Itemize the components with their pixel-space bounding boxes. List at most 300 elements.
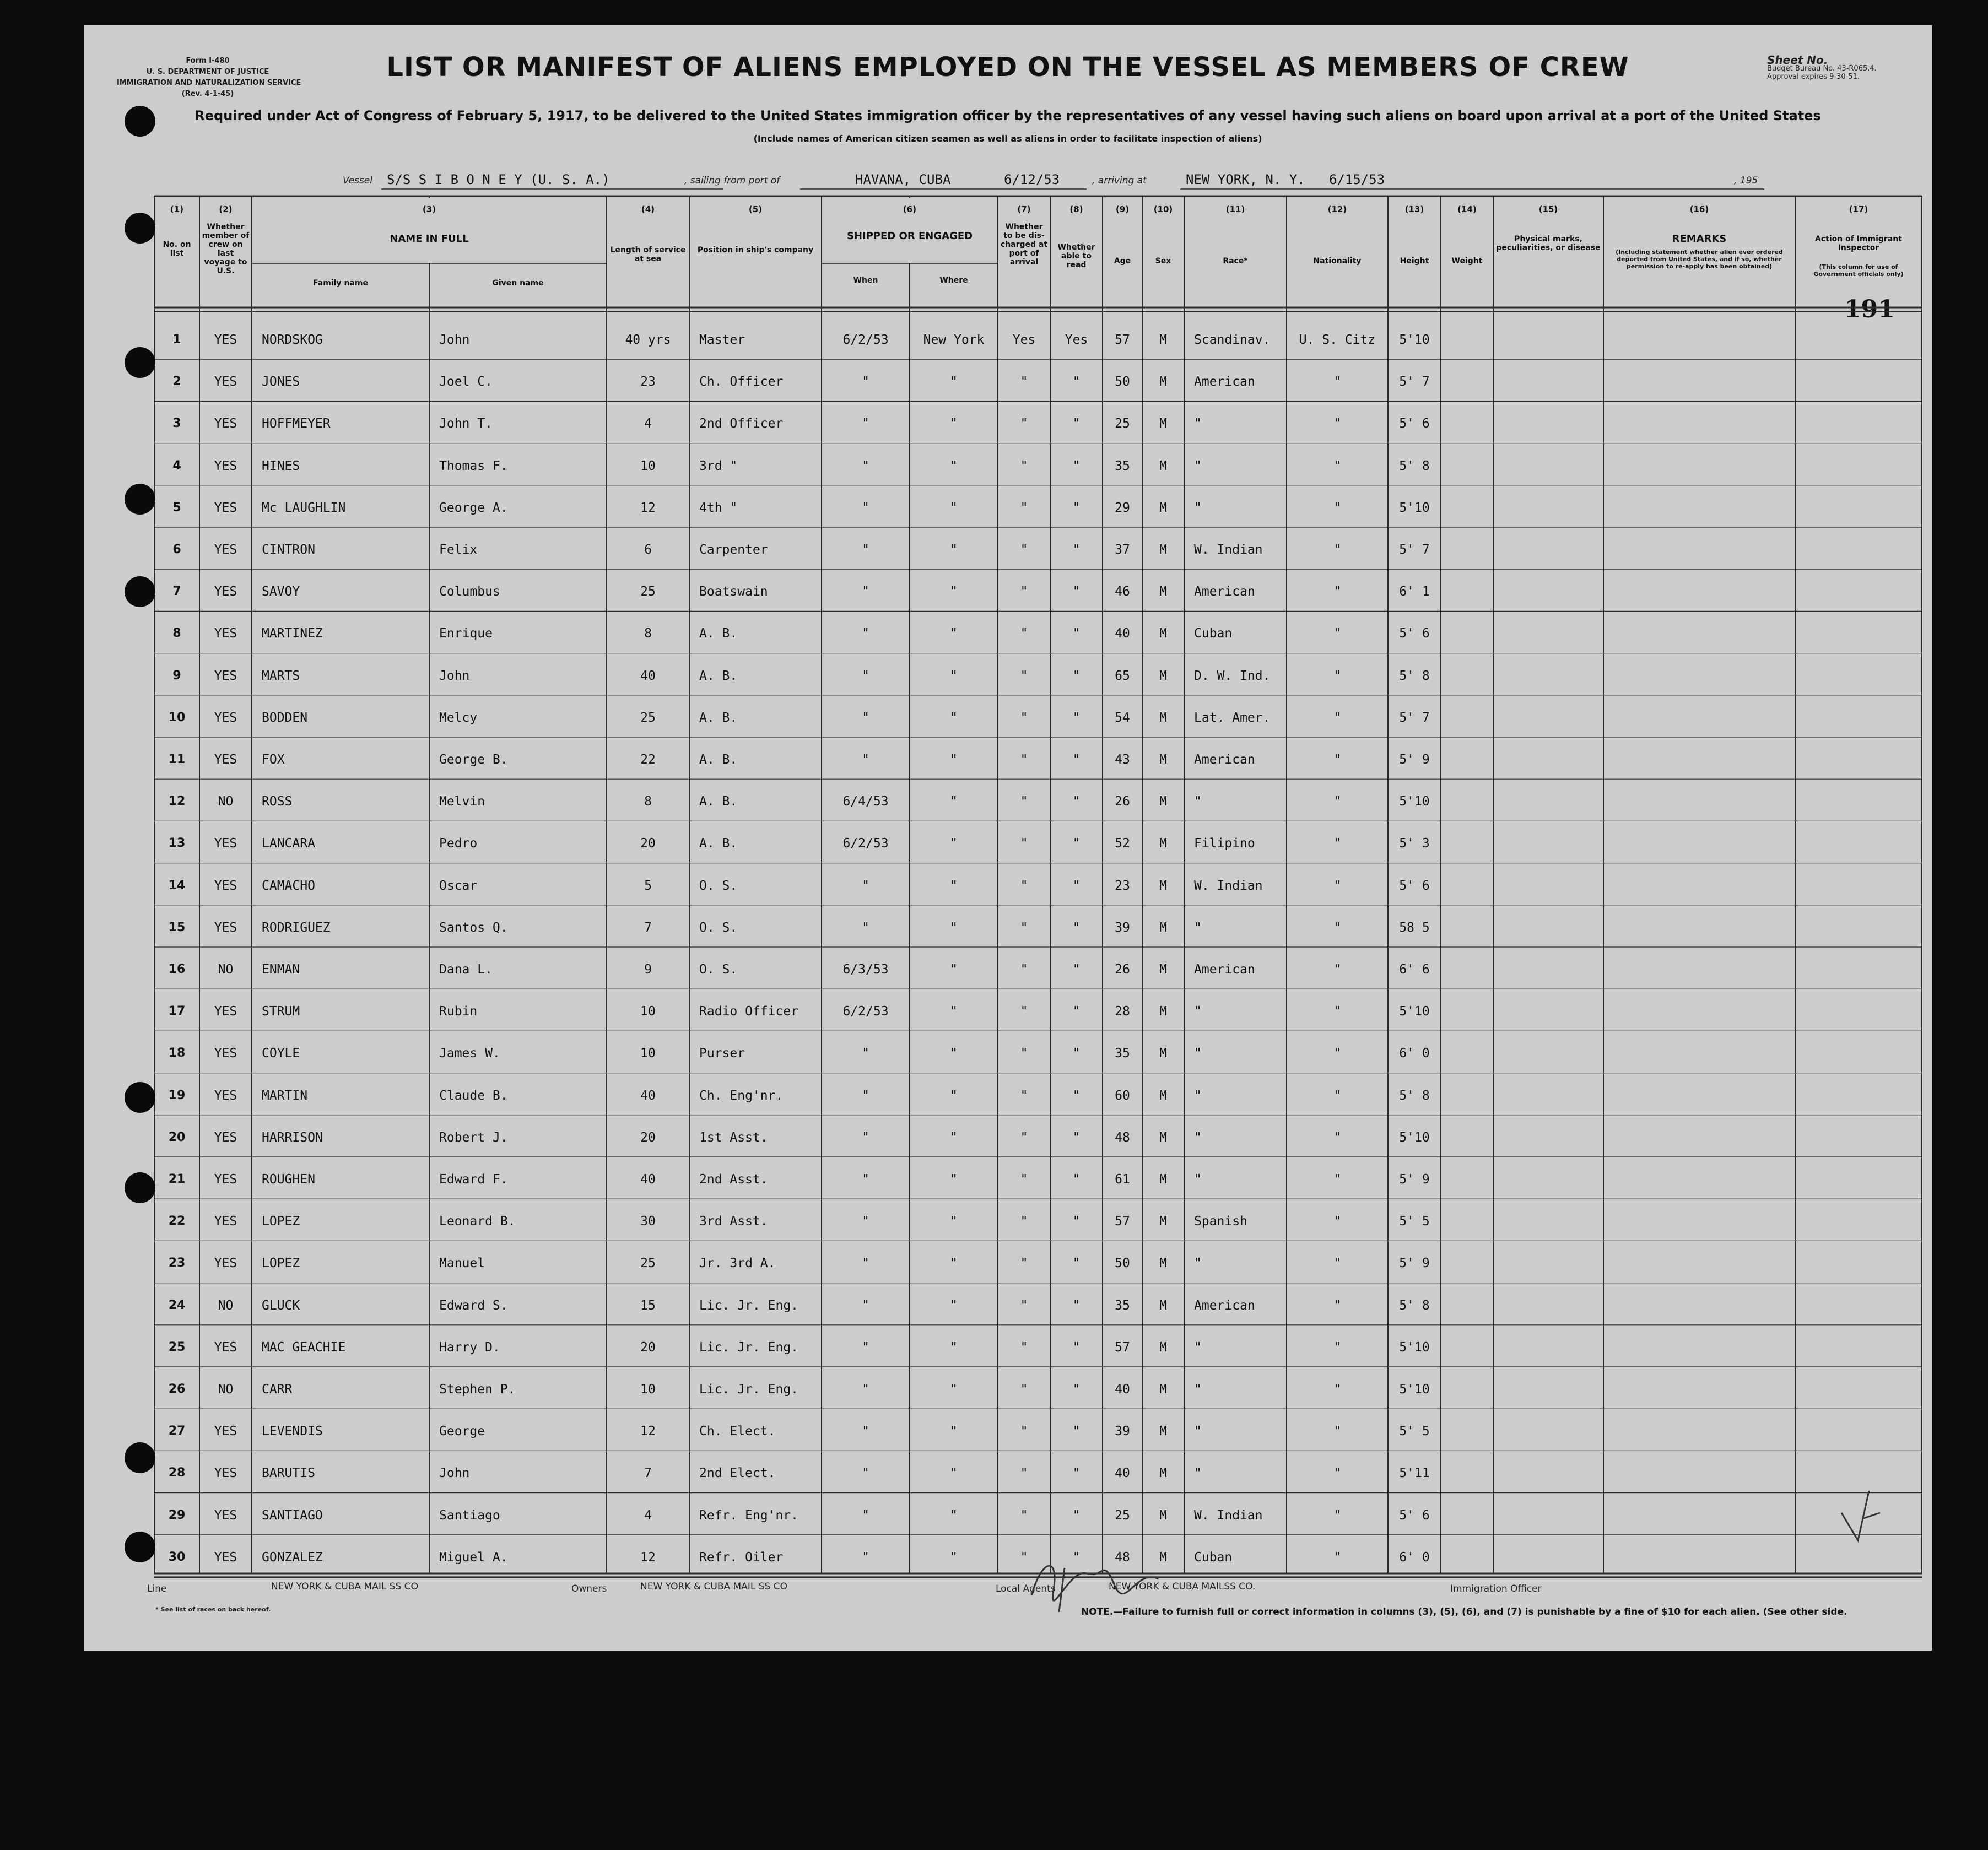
row-5-position: 4th " — [699, 500, 738, 515]
row-4-discharged: " — [1020, 458, 1028, 473]
row-9-no: 9 — [172, 668, 181, 683]
row-21-no: 21 — [168, 1172, 186, 1186]
row-5-read: " — [1072, 500, 1081, 515]
row-17-age: 28 — [1115, 1004, 1130, 1019]
row-1-sex: M — [1159, 333, 1167, 347]
row-1-position: Master — [699, 333, 746, 347]
row-23-when: " — [862, 1256, 869, 1271]
row-7-service: 25 — [640, 585, 656, 599]
row-2-height: 5' 7 — [1399, 375, 1430, 390]
sailing-label: , sailing from port of — [684, 175, 780, 186]
row-21-where: " — [950, 1172, 958, 1187]
row-13-when: 6/2/53 — [842, 836, 889, 851]
row-11-sex: M — [1159, 753, 1167, 767]
row-14-where: " — [950, 878, 958, 893]
row-1-when: 6/2/53 — [842, 333, 889, 347]
row-6-nationality: " — [1333, 543, 1341, 557]
row-4-position: 3rd " — [699, 458, 738, 473]
row-15-family: RODRIGUEZ — [262, 920, 331, 935]
row-18-crew: YES — [214, 1046, 237, 1061]
penalty-note: NOTE.—Failure to furnish full or correct information in columns (3), (5), (6), and (7) is punishable by a fine of $10 for each alien. (See other side. — [1081, 1606, 1847, 1618]
row-10-nationality: " — [1333, 710, 1341, 725]
row-21-nationality: " — [1333, 1172, 1341, 1187]
row-11-race: American — [1194, 753, 1255, 767]
row-5-given: George A. — [439, 500, 508, 515]
row-4-nationality: " — [1333, 458, 1341, 473]
row-10-family: BODDEN — [262, 710, 308, 725]
row-10-no: 10 — [168, 710, 186, 724]
row-9-where: " — [950, 668, 958, 683]
row-10-height: 5' 7 — [1399, 710, 1430, 725]
row-26-height: 5'10 — [1399, 1382, 1430, 1397]
row-13-crew: YES — [214, 836, 237, 851]
agents-label: Local Agents — [996, 1583, 1056, 1594]
row-3-service: 4 — [644, 416, 652, 431]
row-28-when: " — [862, 1466, 869, 1481]
row-14-service: 5 — [644, 878, 652, 893]
row-26-where: " — [950, 1382, 958, 1397]
row-9-family: MARTS — [262, 668, 300, 683]
row-14-discharged: " — [1020, 878, 1028, 893]
row-15-nationality: " — [1333, 920, 1341, 935]
row-2-given: Joel C. — [439, 375, 493, 390]
row-17-service: 10 — [640, 1004, 656, 1019]
row-26-nationality: " — [1333, 1382, 1341, 1397]
row-19-read: " — [1072, 1088, 1081, 1103]
row-26-no: 26 — [168, 1382, 186, 1396]
row-5-service: 12 — [640, 500, 656, 515]
row-17-given: Rubin — [439, 1004, 478, 1019]
page-title: LIST OR MANIFEST OF ALIENS EMPLOYED ON THE VESSEL AS MEMBERS OF CREW — [386, 52, 1629, 83]
row-20-discharged: " — [1020, 1130, 1028, 1145]
header-col6: SHIPPED OR ENGAGED — [846, 230, 973, 242]
row-1-no: 1 — [172, 333, 181, 347]
row-4-crew: YES — [214, 458, 237, 473]
row-30-discharged: " — [1020, 1550, 1028, 1565]
row-3-race: " — [1194, 416, 1202, 431]
vessel-label: Vessel — [343, 175, 372, 186]
row-26-service: 10 — [640, 1382, 656, 1397]
line-value: NEW YORK & CUBA MAIL SS CO — [271, 1581, 418, 1592]
row-24-no: 24 — [168, 1298, 186, 1312]
header-col16: REMARKS — [1672, 233, 1727, 245]
row-22-family: LOPEZ — [262, 1214, 300, 1229]
row-11-read: " — [1072, 753, 1081, 767]
manifest-sheet — [84, 25, 1932, 1651]
row-3-read: " — [1072, 416, 1081, 431]
row-17-family: STRUM — [262, 1004, 300, 1019]
row-1-given: John — [439, 333, 470, 347]
row-20-no: 20 — [168, 1130, 186, 1144]
row-30-where: " — [950, 1550, 958, 1565]
row-15-sex: M — [1159, 920, 1167, 935]
row-2-family: JONES — [262, 375, 300, 390]
row-22-nationality: " — [1333, 1214, 1341, 1229]
row-27-nationality: " — [1333, 1424, 1341, 1439]
row-11-discharged: " — [1020, 753, 1028, 767]
row-9-height: 5' 8 — [1399, 668, 1430, 683]
row-14-read: " — [1072, 878, 1081, 893]
row-10-race: Lat. Amer. — [1194, 710, 1271, 725]
row-15-age: 39 — [1115, 920, 1130, 935]
header-col14-number: (14) — [1457, 204, 1477, 214]
binder-hole — [125, 213, 155, 244]
row-3-crew: YES — [214, 416, 237, 431]
row-24-nationality: " — [1333, 1298, 1341, 1313]
row-6-sex: M — [1159, 543, 1167, 557]
row-28-where: " — [950, 1466, 958, 1481]
row-18-discharged: " — [1020, 1046, 1028, 1061]
row-16-age: 26 — [1115, 962, 1130, 977]
row-23-age: 50 — [1115, 1256, 1130, 1271]
row-30-no: 30 — [168, 1550, 186, 1564]
row-9-read: " — [1072, 668, 1081, 683]
row-26-sex: M — [1159, 1382, 1167, 1397]
row-30-position: Refr. Oiler — [699, 1550, 784, 1565]
row-27-position: Ch. Elect. — [699, 1424, 776, 1439]
row-25-given: Harry D. — [439, 1340, 500, 1355]
row-20-family: HARRISON — [262, 1130, 323, 1145]
row-23-discharged: " — [1020, 1256, 1028, 1271]
row-14-nationality: " — [1333, 878, 1341, 893]
row-16-family: ENMAN — [262, 962, 300, 977]
row-9-service: 40 — [640, 668, 656, 683]
row-8-discharged: " — [1020, 626, 1028, 641]
row-18-sex: M — [1159, 1046, 1167, 1061]
row-7-nationality: " — [1333, 585, 1341, 599]
row-12-discharged: " — [1020, 794, 1028, 809]
row-3-discharged: " — [1020, 416, 1028, 431]
row-21-when: " — [862, 1172, 869, 1187]
header-col13: Height — [1400, 257, 1429, 266]
row-10-crew: YES — [214, 710, 237, 725]
sailing-port: HAVANA, CUBA — [855, 172, 951, 187]
row-21-height: 5' 9 — [1399, 1172, 1430, 1187]
row-15-read: " — [1072, 920, 1081, 935]
row-25-nationality: " — [1333, 1340, 1341, 1355]
row-17-crew: YES — [214, 1004, 237, 1019]
row-13-sex: M — [1159, 836, 1167, 851]
row-6-race: W. Indian — [1194, 543, 1263, 557]
row-24-discharged: " — [1020, 1298, 1028, 1313]
row-28-race: " — [1194, 1466, 1202, 1481]
row-21-age: 61 — [1115, 1172, 1130, 1187]
row-30-crew: YES — [214, 1550, 237, 1565]
row-12-service: 8 — [644, 794, 652, 809]
row-20-position: 1st Asst. — [699, 1130, 768, 1145]
row-22-given: Leonard B. — [439, 1214, 516, 1229]
row-12-race: " — [1194, 794, 1202, 809]
row-5-no: 5 — [172, 500, 181, 515]
row-26-read: " — [1072, 1382, 1081, 1397]
agents-value: NEW YORK & CUBA MAILSS CO. — [1109, 1581, 1256, 1592]
row-13-where: " — [950, 836, 958, 851]
row-7-no: 7 — [172, 585, 181, 599]
row-20-sex: M — [1159, 1130, 1167, 1145]
row-14-sex: M — [1159, 878, 1167, 893]
row-21-service: 40 — [640, 1172, 656, 1187]
sheet-label: Sheet No. — [1767, 53, 1828, 67]
row-13-age: 52 — [1115, 836, 1130, 851]
row-16-discharged: " — [1020, 962, 1028, 977]
row-21-read: " — [1072, 1172, 1081, 1187]
row-5-age: 29 — [1115, 500, 1130, 515]
row-12-crew: NO — [218, 794, 234, 809]
row-3-age: 25 — [1115, 416, 1130, 431]
row-1-height: 5'10 — [1399, 333, 1430, 347]
row-23-no: 23 — [168, 1256, 186, 1270]
header-col17-number: (17) — [1849, 204, 1868, 214]
row-25-race: " — [1194, 1340, 1202, 1355]
races-note: * See list of races on back hereof. — [155, 1606, 271, 1613]
header-family-name: Family name — [313, 279, 368, 288]
form-department: U. S. DEPARTMENT OF JUSTICE — [146, 68, 269, 76]
row-25-when: " — [862, 1340, 869, 1355]
row-16-when: 6/3/53 — [842, 962, 889, 977]
row-24-read: " — [1072, 1298, 1081, 1313]
row-30-read: " — [1072, 1550, 1081, 1565]
row-15-no: 15 — [168, 920, 186, 934]
row-25-age: 57 — [1115, 1340, 1130, 1355]
row-4-when: " — [862, 458, 869, 473]
row-27-race: " — [1194, 1424, 1202, 1439]
header-col17: Action of Immigrant Inspector — [1815, 235, 1902, 252]
header-col5: Position in ship's company — [697, 246, 814, 255]
row-12-nationality: " — [1333, 794, 1341, 809]
header-col7-number: (7) — [1017, 204, 1031, 214]
header-col12: Nationality — [1313, 257, 1362, 266]
row-22-service: 30 — [640, 1214, 656, 1229]
row-11-when: " — [862, 753, 869, 767]
row-25-height: 5'10 — [1399, 1340, 1430, 1355]
row-16-nationality: " — [1333, 962, 1341, 977]
page-subtitle: Required under Act of Congress of February 5, 1917, to be delivered to the United States immigration officer by the representatives of any vessel having such aliens on board upon arrival at a port of the United States — [195, 108, 1821, 123]
row-1-age: 57 — [1115, 333, 1130, 347]
row-21-family: ROUGHEN — [262, 1172, 315, 1187]
row-20-when: " — [862, 1130, 869, 1145]
row-25-service: 20 — [640, 1340, 656, 1355]
row-6-crew: YES — [214, 543, 237, 557]
row-3-when: " — [862, 416, 869, 431]
row-2-position: Ch. Officer — [699, 375, 784, 390]
row-4-given: Thomas F. — [439, 458, 508, 473]
row-25-where: " — [950, 1340, 958, 1355]
row-11-service: 22 — [640, 753, 656, 767]
row-6-family: CINTRON — [262, 543, 315, 557]
row-22-race: Spanish — [1194, 1214, 1247, 1229]
header-col10: Sex — [1155, 257, 1171, 266]
row-29-sex: M — [1159, 1508, 1167, 1523]
row-17-when: 6/2/53 — [842, 1004, 889, 1019]
form-revision: (Rev. 4-1-45) — [181, 90, 234, 98]
header-col15-number: (15) — [1538, 204, 1558, 214]
owners-value: NEW YORK & CUBA MAIL SS CO — [640, 1581, 787, 1592]
row-26-discharged: " — [1020, 1382, 1028, 1397]
row-11-nationality: " — [1333, 753, 1341, 767]
header-col3: NAME IN FULL — [390, 233, 469, 245]
row-24-position: Lic. Jr. Eng. — [699, 1298, 799, 1313]
row-23-crew: YES — [214, 1256, 237, 1271]
row-27-family: LEVENDIS — [262, 1424, 323, 1439]
row-15-where: " — [950, 920, 958, 935]
row-27-crew: YES — [214, 1424, 237, 1439]
row-20-given: Robert J. — [439, 1130, 508, 1145]
header-col4-number: (4) — [641, 204, 655, 214]
binder-hole — [125, 1442, 155, 1473]
row-13-family: LANCARA — [262, 836, 315, 851]
row-29-no: 29 — [168, 1508, 186, 1522]
row-25-family: MAC GEACHIE — [262, 1340, 346, 1355]
row-3-sex: M — [1159, 416, 1167, 431]
row-7-age: 46 — [1115, 585, 1130, 599]
row-20-where: " — [950, 1130, 958, 1145]
row-21-sex: M — [1159, 1172, 1167, 1187]
row-8-when: " — [862, 626, 869, 641]
row-13-read: " — [1072, 836, 1081, 851]
row-27-service: 12 — [640, 1424, 656, 1439]
binder-hole — [125, 1532, 155, 1562]
row-17-where: " — [950, 1004, 958, 1019]
owners-label: Owners — [571, 1583, 607, 1594]
row-1-read: Yes — [1065, 333, 1088, 347]
row-20-nationality: " — [1333, 1130, 1341, 1145]
row-10-service: 25 — [640, 710, 656, 725]
row-5-family: Mc LAUGHLIN — [262, 500, 346, 515]
row-24-service: 15 — [640, 1298, 656, 1313]
row-15-position: O. S. — [699, 920, 738, 935]
header-col14: Weight — [1451, 257, 1483, 266]
row-10-age: 54 — [1115, 710, 1130, 725]
row-11-given: George B. — [439, 753, 508, 767]
row-12-family: ROSS — [262, 794, 293, 809]
row-24-sex: M — [1159, 1298, 1167, 1313]
row-30-race: Cuban — [1194, 1550, 1233, 1565]
row-22-read: " — [1072, 1214, 1081, 1229]
row-30-when: " — [862, 1550, 869, 1565]
row-6-service: 6 — [644, 543, 652, 557]
row-26-position: Lic. Jr. Eng. — [699, 1382, 799, 1397]
row-12-where: " — [950, 794, 958, 809]
row-14-race: W. Indian — [1194, 878, 1263, 893]
row-20-read: " — [1072, 1130, 1081, 1145]
row-27-age: 39 — [1115, 1424, 1130, 1439]
row-8-service: 8 — [644, 626, 652, 641]
row-29-when: " — [862, 1508, 869, 1523]
budget-bureau: Budget Bureau No. 43-R065.4. — [1767, 64, 1877, 73]
row-7-family: SAVOY — [262, 585, 300, 599]
row-24-where: " — [950, 1298, 958, 1313]
row-28-position: 2nd Elect. — [699, 1466, 776, 1481]
row-4-sex: M — [1159, 458, 1167, 473]
row-20-crew: YES — [214, 1130, 237, 1145]
header-remarks-note: (Including statement whether alien ever ordered deported from United States, and if so, whether permission to re-apply has been obtained) — [1616, 248, 1783, 270]
row-12-read: " — [1072, 794, 1081, 809]
header-col16-number: (16) — [1689, 204, 1709, 214]
header-col13-number: (13) — [1404, 204, 1424, 214]
row-8-crew: YES — [214, 626, 237, 641]
row-20-service: 20 — [640, 1130, 656, 1145]
row-21-given: Edward F. — [439, 1172, 508, 1187]
row-3-given: John T. — [439, 416, 493, 431]
row-30-family: GONZALEZ — [262, 1550, 323, 1565]
row-29-service: 4 — [644, 1508, 652, 1523]
row-26-age: 40 — [1115, 1382, 1130, 1397]
signature-scribble — [1020, 1535, 1175, 1618]
row-28-no: 28 — [168, 1466, 186, 1480]
row-19-sex: M — [1159, 1088, 1167, 1103]
row-17-discharged: " — [1020, 1004, 1028, 1019]
row-12-given: Melvin — [439, 794, 485, 809]
row-17-read: " — [1072, 1004, 1081, 1019]
row-11-age: 43 — [1115, 753, 1130, 767]
row-28-read: " — [1072, 1466, 1081, 1481]
row-18-position: Purser — [699, 1046, 746, 1061]
row-9-sex: M — [1159, 668, 1167, 683]
row-9-crew: YES — [214, 668, 237, 683]
row-9-position: A. B. — [699, 668, 738, 683]
row-12-when: 6/4/53 — [842, 794, 889, 809]
row-13-position: A. B. — [699, 836, 738, 851]
row-16-position: O. S. — [699, 962, 738, 977]
row-2-discharged: " — [1020, 375, 1028, 390]
row-1-service: 40 yrs — [625, 333, 671, 347]
row-21-crew: YES — [214, 1172, 237, 1187]
row-20-age: 48 — [1115, 1130, 1130, 1145]
row-28-nationality: " — [1333, 1466, 1341, 1481]
row-28-age: 40 — [1115, 1466, 1130, 1481]
row-25-discharged: " — [1020, 1340, 1028, 1355]
header-col8-number: (8) — [1069, 204, 1083, 214]
row-2-nationality: " — [1333, 375, 1341, 390]
sheet-number: 191 — [1844, 295, 1895, 323]
row-28-sex: M — [1159, 1466, 1167, 1481]
row-29-discharged: " — [1020, 1508, 1028, 1523]
row-2-service: 23 — [640, 375, 656, 390]
row-8-age: 40 — [1115, 626, 1130, 641]
page-subnote: (Include names of American citizen seamen as well as aliens in order to facilitate inspection of aliens) — [753, 133, 1262, 144]
row-9-discharged: " — [1020, 668, 1028, 683]
row-22-position: 3rd Asst. — [699, 1214, 768, 1229]
row-23-read: " — [1072, 1256, 1081, 1271]
row-14-family: CAMACHO — [262, 878, 315, 893]
row-4-service: 10 — [640, 458, 656, 473]
binder-hole — [125, 576, 155, 607]
row-9-nationality: " — [1333, 668, 1341, 683]
binder-hole — [125, 1082, 155, 1113]
header-when: When — [853, 276, 878, 285]
row-7-when: " — [862, 585, 869, 599]
row-6-given: Felix — [439, 543, 478, 557]
row-15-given: Santos Q. — [439, 920, 508, 935]
row-18-height: 6' 0 — [1399, 1046, 1430, 1061]
row-3-nationality: " — [1333, 416, 1341, 431]
row-5-when: " — [862, 500, 869, 515]
row-6-position: Carpenter — [699, 543, 768, 557]
header-col1-number: (1) — [170, 204, 184, 214]
row-3-family: HOFFMEYER — [262, 416, 331, 431]
row-19-age: 60 — [1115, 1088, 1130, 1103]
row-6-where: " — [950, 543, 958, 557]
row-26-race: " — [1194, 1382, 1202, 1397]
row-23-sex: M — [1159, 1256, 1167, 1271]
row-4-read: " — [1072, 458, 1081, 473]
row-22-crew: YES — [214, 1214, 237, 1229]
row-25-read: " — [1072, 1340, 1081, 1355]
row-15-crew: YES — [214, 920, 237, 935]
row-24-race: American — [1194, 1298, 1255, 1313]
sailing-date: 6/12/53 — [1004, 172, 1060, 187]
row-7-read: " — [1072, 585, 1081, 599]
